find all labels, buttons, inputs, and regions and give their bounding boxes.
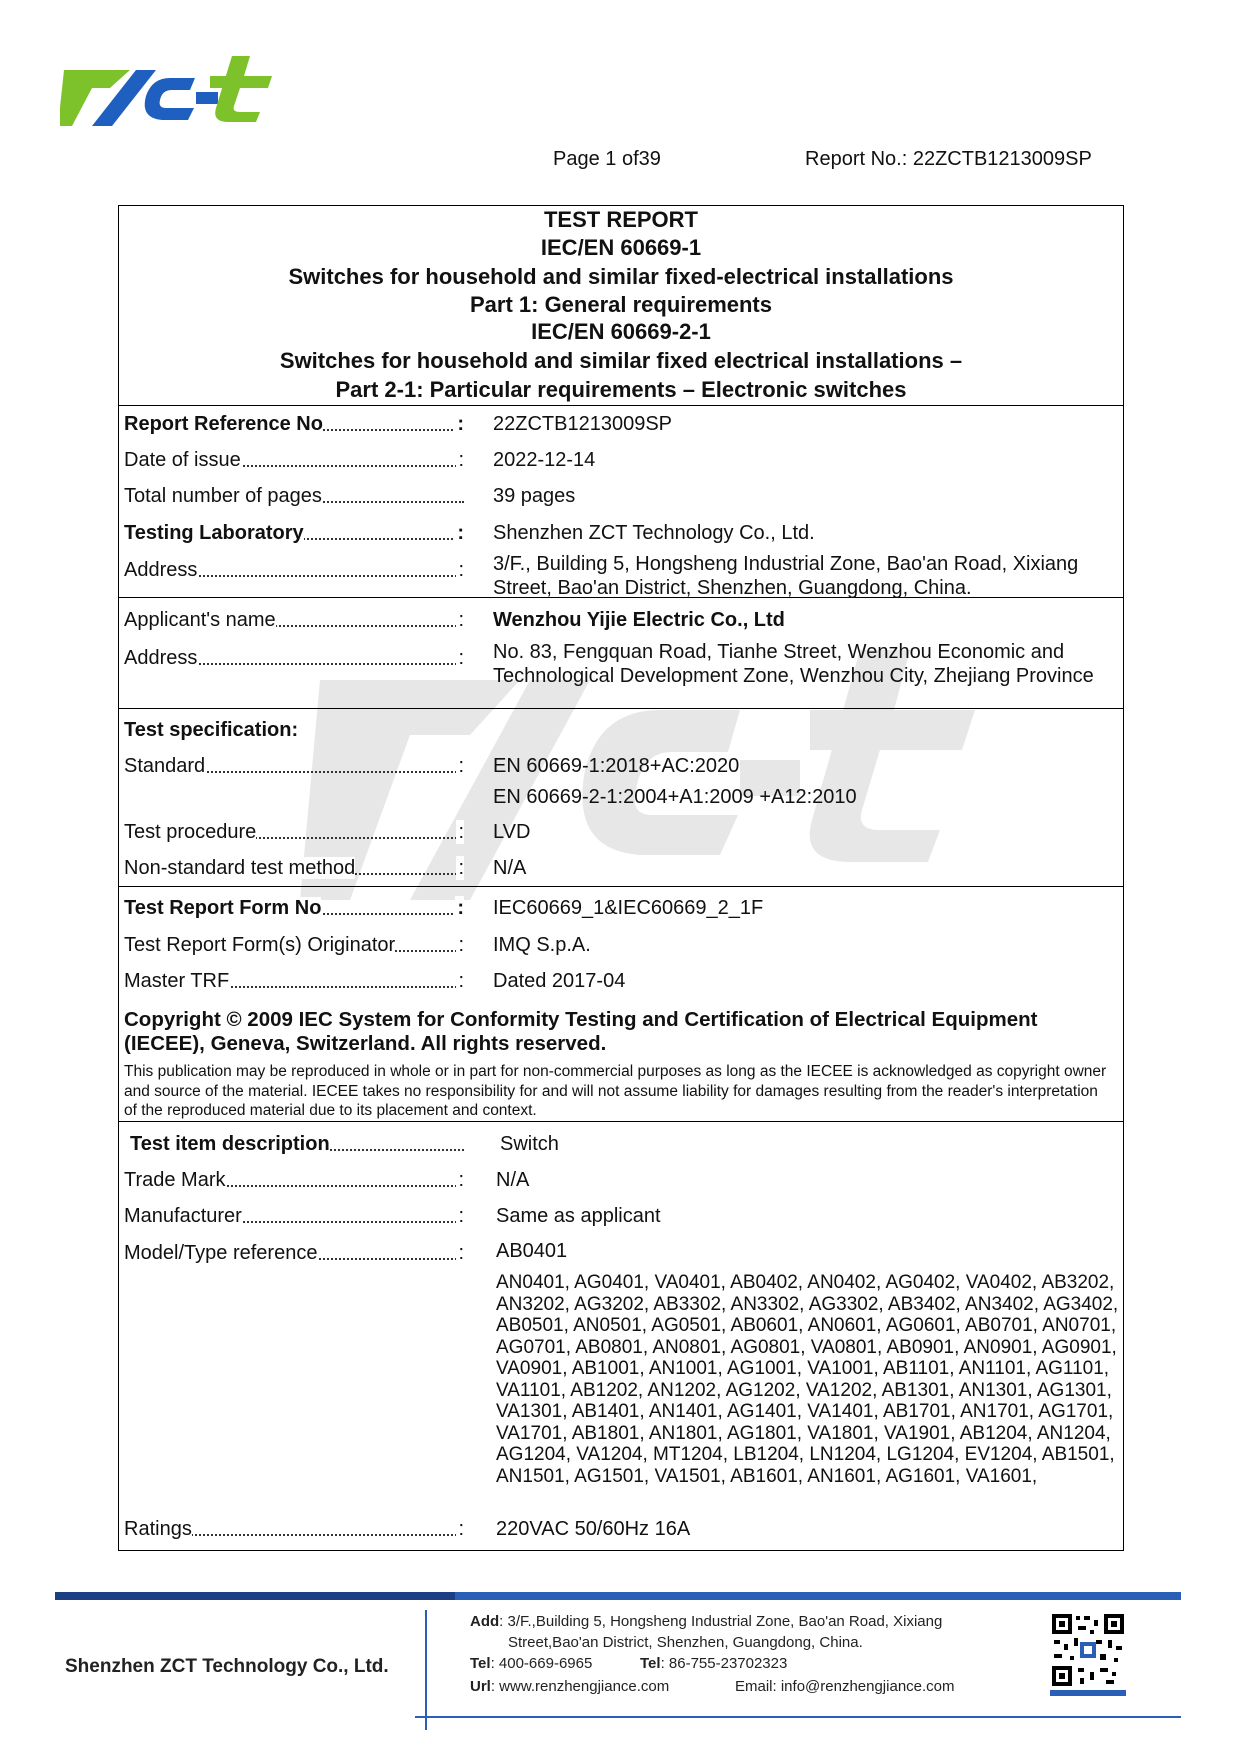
label-applicant-address: Address : (124, 647, 464, 669)
footer-divider (425, 1610, 427, 1730)
label-report-reference: Report Reference No : (124, 413, 464, 435)
qr-code-icon (1050, 1612, 1126, 1696)
footer-url[interactable]: Url: www.renzhengjiance.com (470, 1678, 670, 1695)
value-manufacturer: Same as applicant (496, 1205, 661, 1227)
value-total-pages: 39 pages (493, 485, 576, 507)
value-trf-originator: IMQ S.p.A. (493, 934, 591, 956)
label-ratings: Ratings : (124, 1518, 464, 1540)
model-list: AN0401, AG0401, VA0401, AB0402, AN0402, AG0402, VA0402, AB3202, AN3202, AG3202, AB3302, AN3302, AG3302, AB3402, AN3402, AG3402, AB0501, AN0501, AG0501, AB0601, AN0601, AG0601, AB0701, AN0701, AG0701, AB0801, AN0801, AG0801, VA0801, AB0901, AN0901, AG0901, VA0901, AB1001, AN1001, AG1001, VA1001, AB1101, AN1101, AG1101, VA1101, AB1202, AN1202, AG1202, VA1202, AB1301, AN1301, AG1301, VA1301, AB1401, AN1401, AG1401, VA1401, AB1701, AN1701, AG1701, VA1701, AB1801, AN1801, AG1801, VA1801, VA1901, AB1204, AN1204, AG1204, VA1204, MT1204, LB1204, LN1204, LG1204, EV1204, AB1501, AN1501, AG1501, VA1501, AB1601, AN1601, AG1601, VA1601, (496, 1272, 1119, 1487)
divider (118, 1121, 1124, 1122)
label-model-reference: Model/Type reference : (124, 1242, 464, 1264)
footer-company: Shenzhen ZCT Technology Co., Ltd. (65, 1656, 389, 1677)
divider (118, 886, 1124, 887)
footer-underline (415, 1716, 1181, 1718)
label-trf-no: Test Report Form No : (124, 897, 464, 919)
label-testing-laboratory: Testing Laboratory : (124, 522, 464, 544)
value-test-item: Switch (500, 1133, 559, 1155)
value-date-of-issue: 2022-12-14 (493, 449, 596, 471)
value-test-procedure: LVD (493, 821, 531, 843)
value-report-reference: 22ZCTB1213009SP (493, 413, 673, 435)
label-standard: Standard : (124, 755, 464, 777)
footer-email[interactable]: Email: info@renzhengjiance.com (735, 1678, 955, 1695)
value-non-standard-method: N/A (493, 857, 527, 879)
page-number: Page 1 of39 (553, 148, 661, 170)
label-master-trf: Master TRF : (124, 970, 464, 992)
footer-tel: Tel: 400-669-6965 (470, 1655, 593, 1672)
label-trf-originator: Test Report Form(s) Originator : (124, 934, 464, 956)
standard-title: IEC/EN 60669-1 (540, 235, 702, 260)
standard-part: Part 1: General requirements (469, 292, 772, 317)
label-manufacturer: Manufacturer : (124, 1205, 464, 1227)
value-master-trf: Dated 2017-04 (493, 970, 626, 992)
value-lab-address: 3/F., Building 5, Hongsheng Industrial Zone, Bao'an Road, Xixiang Street, Bao'an District, Shenzhen, Guangdong, China. (493, 553, 1079, 599)
label-total-pages: Total number of pages (124, 484, 464, 508)
value-model-reference: AB0401 (496, 1240, 568, 1262)
label-test-procedure: Test procedure : (124, 821, 464, 843)
label-non-standard-method: Non-standard test method : (124, 857, 464, 879)
value-trade-mark: N/A (496, 1169, 530, 1191)
standard-title-2: IEC/EN 60669-2-1 (531, 319, 711, 344)
divider (118, 405, 1124, 406)
label-lab-address: Address : (124, 559, 464, 581)
footer-tel-2: Tel: 86-755-23702323 (640, 1655, 788, 1672)
value-testing-laboratory: Shenzhen ZCT Technology Co., Ltd. (493, 522, 815, 544)
label-applicant-name: Applicant's name : (124, 609, 464, 631)
value-applicant-address: No. 83, Fengquan Road, Tianhe Street, Wenzhou Economic and Technological Development Zone, Wenzhou City, Zhejiang Province (493, 641, 1094, 687)
value-trf-no: IEC60669_1&IEC60669_2_1F (493, 897, 764, 919)
value-applicant-name: Wenzhou Yijie Electric Co., Ltd (493, 609, 785, 631)
value-standard-1: EN 60669-1:2018+AC:2020 (493, 755, 740, 777)
copyright-text: This publication may be reproduced in whole or in part for non-commercial purposes as long as the IECEE is acknowledged as copyright owner and source of the material. IECEE takes no responsibility for and will not assume liability for damages resulting from the reader's interpretation of the reproduced material due to its placement and context. (124, 1063, 1107, 1119)
report-number-header: Report No.: 22ZCTB1213009SP (805, 148, 1092, 170)
footer-address-2: Street,Bao'an District, Shenzhen, Guangdong, China. (508, 1634, 863, 1651)
divider (118, 708, 1124, 709)
footer-address: Add: 3/F.,Building 5, Hongsheng Industrial Zone, Bao'an Road, Xixiang (470, 1613, 943, 1630)
copyright-title: Copyright © 2009 IEC System for Conformity Testing and Certification of Electrical Equipment (IECEE), Geneva, Switzerland. All rights reserved. (124, 1008, 1038, 1055)
standard-part-2: Part 2-1: Particular requirements – Electronic switches (335, 377, 907, 402)
zct-logo (60, 48, 280, 138)
value-standard-2: EN 60669-2-1:2004+A1:2009 +A12:2010 (493, 786, 857, 808)
report-title: TEST REPORT (543, 207, 698, 232)
value-ratings: 220VAC 50/60Hz 16A (496, 1518, 691, 1540)
label-trade-mark: Trade Mark : (124, 1169, 464, 1191)
label-date-of-issue: Date of issue : (124, 449, 464, 471)
label-test-item: Test item description (130, 1132, 464, 1156)
test-spec-heading: Test specification: (124, 719, 299, 741)
standard-description-2: Switches for household and similar fixed electrical installations – (279, 348, 963, 373)
footer-bar-accent (55, 1592, 455, 1600)
standard-description: Switches for household and similar fixed-electrical installations (288, 264, 954, 289)
